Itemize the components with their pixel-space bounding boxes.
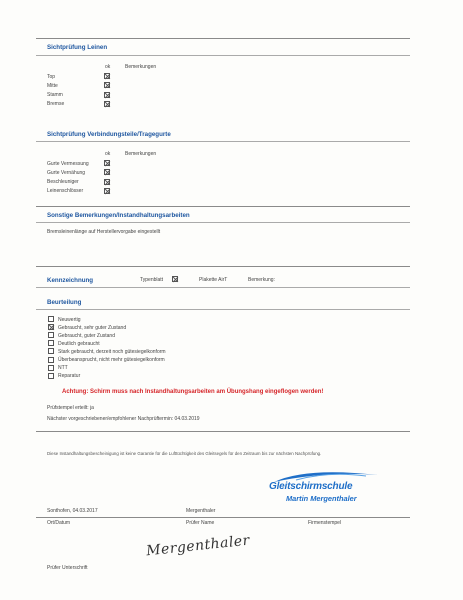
beurteilung-option-label: NTT [58, 365, 68, 372]
plakette-label: Plakette AirT [199, 277, 228, 283]
beurteilung-checkbox[interactable] [48, 316, 54, 322]
pruefer-name-label: Prüfer Name [186, 520, 215, 526]
section-rule-kennzeichnung [36, 287, 410, 288]
handwritten-signature: Mergenthaler [145, 532, 251, 560]
section-title-kennzeichnung: Kennzeichnung [47, 277, 94, 284]
firmenstempel-label: Firmenstempel [308, 520, 342, 526]
beurteilung-checkbox[interactable] [48, 357, 54, 363]
naechster-termin-text: Nächster vorgeschriebener/empfohlener Nachprüftermin: 04.03.2019 [47, 416, 200, 422]
section-rule-leinen [36, 55, 410, 56]
leinen-row-checkbox[interactable] [104, 92, 110, 98]
beurteilung-checkbox[interactable] [48, 348, 54, 354]
beurteilung-option-label: Stark gebraucht, derzeit noch gütesiegelkonform [58, 348, 166, 355]
section-title-sonstige: Sonstige Bemerkungen/Instandhaltungsarbeiten [47, 212, 190, 219]
leinen-row-checkbox[interactable] [104, 73, 110, 79]
school-logo [266, 469, 382, 507]
beurteilung-checkbox[interactable] [48, 332, 54, 338]
col-bemerkungen-verbindung: Bemerkungen [125, 151, 157, 157]
verbindung-row-checkbox[interactable] [104, 169, 110, 175]
beurteilung-checkbox[interactable] [48, 365, 54, 371]
beurteilung-checkbox[interactable] [48, 340, 54, 346]
section-title-verbindung: Sichtprüfung Verbindungsteile/Tragegurte [47, 131, 171, 138]
section-title-beurteilung: Beurteilung [47, 299, 82, 306]
typenblatt-label: Typenblatt [140, 277, 164, 283]
pruefer-name-value: Mergenthaler [186, 508, 216, 514]
section-rule-sonstige [36, 222, 410, 223]
typenblatt-checkbox[interactable] [172, 276, 178, 282]
beurteilung-checkbox[interactable] [48, 324, 54, 330]
rule-above-kennzeichnung [36, 266, 410, 267]
verbindung-row-label: Beschleuniger [47, 179, 79, 186]
disclaimer-text: Diese Instandhaltungsbescheinigung ist keine Garantie für die Lufttüchtigkeit des Gleitsegels für den Zeitraum bis zur nächsten Nachprüfung. [47, 451, 322, 456]
sonstige-text: Bremsleinenlänge auf Herstellervorgabe eingestellt [47, 229, 161, 235]
rule-below-termin [36, 431, 410, 432]
col-ok-verbindung: ok [105, 151, 111, 157]
leinen-row-checkbox[interactable] [104, 82, 110, 88]
verbindung-row-checkbox[interactable] [104, 160, 110, 166]
section-rule-beurteilung [36, 309, 410, 310]
verbindung-row-label: Gurte Vermessung [47, 160, 89, 167]
verbindung-row-checkbox[interactable] [104, 188, 110, 194]
beurteilung-checkbox[interactable] [48, 373, 54, 379]
verbindung-row-label: Leinenschlösser [47, 188, 84, 195]
leinen-row-label: Top [47, 73, 56, 80]
ort-datum-value: Sonthofen, 04.03.2017 [47, 508, 98, 514]
beurteilung-option-label: Überbeansprucht, nicht mehr gütesiegelkonform [58, 357, 165, 363]
beurteilung-option-label: Deutlich gebraucht [58, 340, 100, 347]
pruefstempel-text: Prüfstempel erteilt: ja [47, 405, 94, 411]
leinen-row-label: Stamm [47, 92, 63, 99]
rule-above-sonstige [36, 206, 410, 207]
top-rule [36, 38, 410, 39]
col-bemerkungen-leinen: Bemerkungen [125, 64, 157, 70]
achtung-warning: Achtung: Schirm muss nach Instandhaltungsarbeiten am Übungshang eingeflogen werden! [62, 389, 324, 395]
beurteilung-option-label: Gebraucht, guter Zustand [58, 332, 115, 339]
verbindung-row-checkbox[interactable] [104, 179, 110, 185]
beurteilung-option-label: Neuwertig [58, 316, 81, 323]
beurteilung-option-label: Gebraucht, sehr guter Zustand [58, 324, 127, 331]
section-title-leinen: Sichtprüfung Leinen [47, 44, 108, 51]
beurteilung-option-label: Reparatur [58, 373, 81, 380]
logo-line1: Gleitschirmschule [269, 481, 353, 492]
leinen-row-checkbox[interactable] [104, 101, 110, 107]
leinen-row-label: Bremse [47, 101, 65, 108]
ort-datum-label: Ort/Datum [47, 520, 71, 526]
col-ok-leinen: ok [105, 64, 111, 70]
unterschrift-label: Prüfer Unterschrift [47, 565, 88, 571]
bemerkung-label: Bemerkung: [248, 277, 275, 283]
verbindung-row-label: Gurte Vernähung [47, 169, 86, 176]
signature-row-rule [36, 517, 410, 518]
section-rule-verbindung [36, 141, 410, 142]
leinen-row-label: Mitte [47, 82, 58, 89]
logo-line2: Martin Mergenthaler [286, 494, 357, 503]
